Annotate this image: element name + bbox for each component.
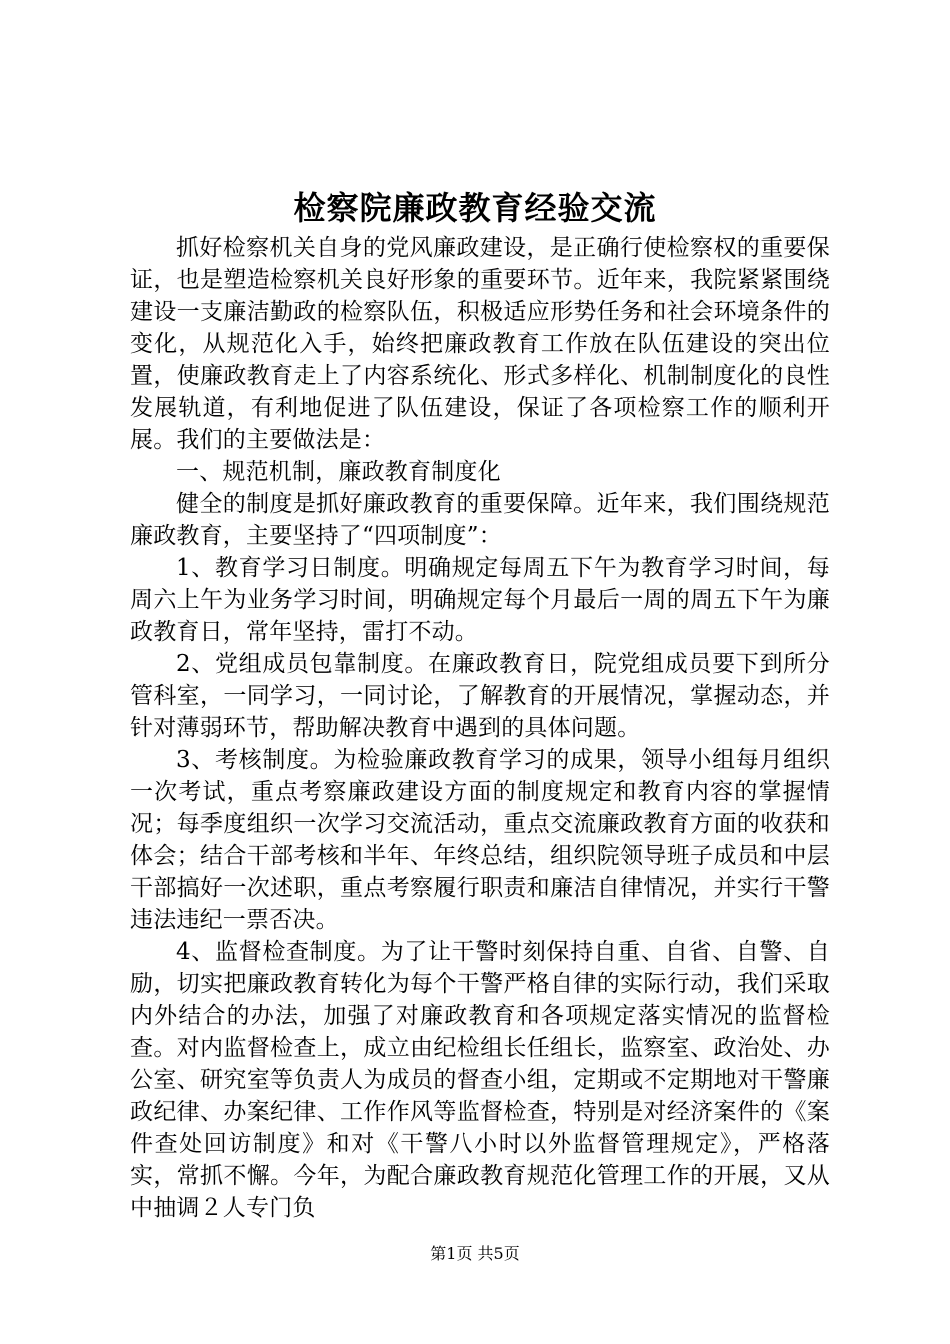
paragraph-party-member-system: 2、党组成员包靠制度。在廉政教育日，院党组成员要下到所分管科室，一同学习，一同讨论，了解教育的开展情况，掌握动态，并针对薄弱环节，帮助解决教育中遇到的具体问题。 bbox=[130, 651, 830, 741]
document-title: 检察院廉政教育经验交流 bbox=[293, 189, 657, 227]
page-number-footer: 第1页 共5页 bbox=[430, 1244, 520, 1263]
paragraph-assessment-system: 3、考核制度。为检验廉政教育学习的成果，领导小组每月组织一次考试，重点考察廉政建设方面的制度规定和教育内容的掌握情况；每季度组织一次学习交流活动，重点交流廉政教育方面的收获和体会；结合干部考核和半年、年终总结，组织院领导班子成员和中层干部搞好一次述职，重点考察履行职责和廉洁自律情况，并实行干警违法违纪一票否决。 bbox=[130, 747, 830, 933]
paragraph-study-day-system: 1、教育学习日制度。明确规定每周五下午为教育学习时间，每周六上午为业务学习时间，明确规定每个月最后一周的周五下午为廉政教育日，常年坚持，雷打不动。 bbox=[130, 555, 830, 645]
paragraph-system-overview: 健全的制度是抓好廉政教育的重要保障。近年来，我们围绕规范廉政教育，主要坚持了“四项制度”： bbox=[130, 491, 830, 549]
document-body bbox=[130, 232, 830, 1224]
paragraph-supervision-system: 4、监督检查制度。为了让干警时刻保持自重、自省、自警、自励，切实把廉政教育转化为每个干警严格自律的实际行动，我们采取内外结合的办法，加强了对廉政教育和各项规定落实情况的监督检查。对内监督检查上，成立由纪检组长任组长，监察室、政治处、办公室、研究室等负责人为成员的督查小组，定期或不定期地对干警廉政纪律、办案纪律、工作作风等监督检查，特别是对经济案件的《案件查处回访制度》和对《干警八小时以外监督管理规定》，严格落实，常抓不懈。今年，为配合廉政教育规范化管理工作的开展，又从中抽调２人专门负 bbox=[130, 939, 830, 1221]
section-heading-1: 一、规范机制，廉政教育制度化 bbox=[176, 459, 501, 485]
paragraph-intro: 抓好检察机关自身的党风廉政建设，是正确行使检察权的重要保证，也是塑造检察机关良好形象的重要环节。近年来，我院紧紧围绕建设一支廉洁勤政的检察队伍，积极适应形势任务和社会环境条件的变化，从规范化入手，始终把廉政教育工作放在队伍建设的突出位置，使廉政教育走上了内容系统化、形式多样化、机制制度化的良性发展轨道，有利地促进了队伍建设，保证了各项检察工作的顺利开展。我们的主要做法是： bbox=[130, 235, 830, 453]
